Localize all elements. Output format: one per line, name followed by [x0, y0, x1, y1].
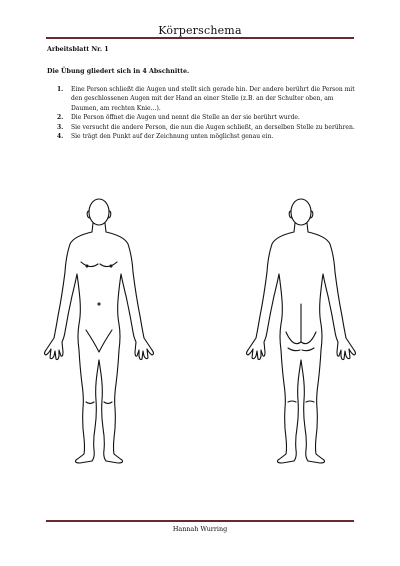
instruction-list [57, 85, 357, 141]
instruction-item [57, 123, 357, 132]
instruction-number: 1. [57, 86, 64, 93]
body-front-figure[interactable] [24, 192, 174, 472]
body-back-outline-icon [226, 192, 376, 472]
header-rule [46, 37, 354, 39]
instruction-text: Eine Person schließt die Augen und stellt sich gerade hin. Der andere berührt die Person mit den geschlossenen Augen mit der Hand an einer Stelle (z.B. an der Schulter oben, am Daumen, am rechten Knie…). [71, 86, 355, 112]
instruction-item [57, 85, 357, 113]
instruction-text: Die Person öffnet die Augen und nennt die Stelle an der sie berührt wurde. [71, 114, 300, 122]
instruction-number: 2. [57, 114, 64, 122]
instruction-text: Sie trägt den Punkt auf der Zeichnung unten möglichst genau ein. [71, 133, 274, 141]
worksheet-number: Arbeitsblatt Nr. 1 [47, 46, 109, 53]
instruction-item [57, 132, 357, 141]
body-back-figure[interactable] [226, 192, 376, 472]
body-front-outline-icon [24, 192, 174, 472]
page-title: Körperschema [158, 24, 242, 37]
instruction-text: Sie versucht die andere Person, die nun die Augen schließt, an derselben Stelle zu berühren. [71, 123, 355, 131]
instruction-number: 3. [57, 123, 64, 131]
footer-author: Hannah Wurring [172, 525, 228, 533]
worksheet-intro: Die Übung gliedert sich in 4 Abschnitte. [47, 68, 190, 75]
instruction-item [57, 113, 357, 122]
footer-rule [46, 520, 354, 522]
instruction-number: 4. [57, 133, 64, 141]
